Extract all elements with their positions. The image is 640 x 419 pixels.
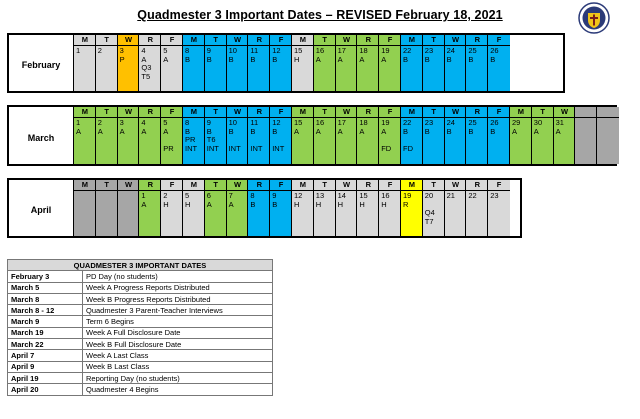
day-cell: 9 B (204, 45, 227, 91)
table-row (8, 316, 273, 327)
day-cell: 24 B (444, 45, 467, 91)
weekday-header: F (160, 35, 183, 45)
important-dates-table (7, 259, 273, 396)
day-cell: 10 B (226, 45, 249, 91)
day-cell: 17 A (335, 117, 358, 164)
weekday-header: R (465, 180, 488, 190)
march-calendar (7, 105, 617, 166)
table-row (8, 384, 273, 395)
weekday-header: W (117, 35, 140, 45)
weekday-header: R (247, 35, 270, 45)
day-cell: 31 A (553, 117, 576, 164)
weekday-header (574, 107, 597, 117)
weekday-header: W (444, 180, 467, 190)
day-cell: 20 Q4 T7 (422, 190, 445, 236)
weekday-header: T (204, 180, 227, 190)
day-cell: 23 (487, 190, 510, 236)
weekday-header: T (95, 180, 118, 190)
day-cell: 3 A (117, 117, 140, 164)
day-cell: 9 B (269, 190, 292, 236)
event-description: Week A Progress Reports Distributed (83, 282, 273, 293)
weekday-header: R (465, 107, 488, 117)
weekday-header: R (465, 35, 488, 45)
day-cell: 5 A PR (160, 117, 183, 164)
weekday-header: M (182, 180, 205, 190)
day-cell: 5 H (182, 190, 205, 236)
day-cell: 2 (95, 45, 118, 91)
weekday-header: T (422, 35, 445, 45)
event-description: Week A Full Disclosure Date (83, 327, 273, 338)
school-crest-icon (578, 2, 610, 34)
table-row (8, 271, 273, 282)
day-cell: 15 H (356, 190, 379, 236)
weekday-header: M (291, 35, 314, 45)
month-label: March (27, 133, 55, 143)
day-cell: 1 (73, 45, 96, 91)
weekday-header: T (204, 35, 227, 45)
day-cell: 17 A (335, 45, 358, 91)
weekday-header: M (73, 180, 96, 190)
weekday-header: M (400, 107, 423, 117)
february-calendar (7, 33, 565, 93)
month-label: February (21, 60, 61, 70)
weekday-header: R (356, 107, 379, 117)
weekday-header: F (269, 107, 292, 117)
weekday-header: T (422, 180, 445, 190)
table-row (8, 282, 273, 293)
event-description: PD Day (no students) (83, 271, 273, 282)
event-description: Week B Progress Reports Distributed (83, 293, 273, 304)
weekday-header: W (226, 180, 249, 190)
day-cell: 18 A (356, 117, 379, 164)
event-date: March 22 (8, 339, 83, 350)
weekday-header: W (226, 35, 249, 45)
event-description: Week B Last Class (83, 361, 273, 372)
day-cell: 24 B (444, 117, 467, 164)
day-cell: 1 A (138, 190, 161, 236)
weekday-header: F (269, 35, 292, 45)
weekday-header: F (269, 180, 292, 190)
weekday-header: W (117, 107, 140, 117)
event-date: April 9 (8, 361, 83, 372)
event-date: March 9 (8, 316, 83, 327)
weekday-header: M (400, 180, 423, 190)
day-cell (95, 190, 118, 236)
day-cell: 22 B (400, 45, 423, 91)
weekday-header: W (444, 107, 467, 117)
day-cell: 11 B INT (247, 117, 270, 164)
event-date: March 8 (8, 293, 83, 304)
weekday-header: F (487, 35, 510, 45)
day-cell: 25 B (465, 117, 488, 164)
weekday-header: F (378, 107, 401, 117)
weekday-header: M (291, 180, 314, 190)
weekday-header: R (138, 35, 161, 45)
table-heading: QUADMESTER 3 IMPORTANT DATES (8, 260, 273, 271)
event-description: Quadmester 4 Begins (83, 384, 273, 395)
weekday-header: F (378, 180, 401, 190)
day-cell: 14 H (335, 190, 358, 236)
day-cell: 23 B (422, 117, 445, 164)
day-cell: 8 B (182, 45, 205, 91)
weekday-header: T (422, 107, 445, 117)
day-cell (574, 117, 597, 164)
event-description: Week A Last Class (83, 350, 273, 361)
day-cell: 7 A (226, 190, 249, 236)
day-cell (596, 117, 619, 164)
event-date: March 5 (8, 282, 83, 293)
event-date: March 19 (8, 327, 83, 338)
day-cell: 19 A (378, 45, 401, 91)
april-calendar (7, 178, 522, 238)
weekday-header: R (138, 107, 161, 117)
weekday-header: W (117, 180, 140, 190)
table-row (8, 327, 273, 338)
weekday-header: T (95, 107, 118, 117)
weekday-header: M (73, 35, 96, 45)
table-row (8, 293, 273, 304)
weekday-header: F (487, 107, 510, 117)
day-cell: 26 B (487, 45, 510, 91)
day-cell: 19 R (400, 190, 423, 236)
weekday-header: R (356, 35, 379, 45)
weekday-header: T (313, 180, 336, 190)
event-description: Term 6 Begins (83, 316, 273, 327)
day-cell: 19 A FD (378, 117, 401, 164)
weekday-header: F (160, 107, 183, 117)
weekday-header: F (378, 35, 401, 45)
day-cell: 12 H (291, 190, 314, 236)
day-cell: 30 A (531, 117, 554, 164)
day-cell: 12 B INT (269, 117, 292, 164)
weekday-header: W (335, 180, 358, 190)
table-row (8, 361, 273, 372)
day-cell: 15 H (291, 45, 314, 91)
day-cell: 11 B (247, 45, 270, 91)
day-cell: 1 A (73, 117, 96, 164)
day-cell: 16 H (378, 190, 401, 236)
day-cell (73, 190, 96, 236)
day-cell: 22 B FD (400, 117, 423, 164)
weekday-header: R (356, 180, 379, 190)
event-date: April 19 (8, 372, 83, 383)
event-description: Quadmester 3 Parent-Teacher Interviews (83, 305, 273, 316)
weekday-header: M (400, 35, 423, 45)
table-row (8, 372, 273, 383)
day-cell: 2 A (95, 117, 118, 164)
weekday-header: M (73, 107, 96, 117)
month-label: April (30, 205, 52, 215)
weekday-header: T (313, 107, 336, 117)
day-cell: 8 B PR INT (182, 117, 205, 164)
weekday-header: M (182, 35, 205, 45)
day-cell: 9 B T6 INT (204, 117, 227, 164)
table-row (8, 339, 273, 350)
day-cell: 12 B (269, 45, 292, 91)
event-date: April 7 (8, 350, 83, 361)
day-cell: 23 B (422, 45, 445, 91)
day-cell: 22 (465, 190, 488, 236)
day-cell: 6 A (204, 190, 227, 236)
weekday-header: M (509, 107, 532, 117)
weekday-header: W (444, 35, 467, 45)
weekday-header: R (247, 180, 270, 190)
weekday-header: W (335, 35, 358, 45)
day-cell: 21 (444, 190, 467, 236)
day-cell: 10 B INT (226, 117, 249, 164)
weekday-header: R (138, 180, 161, 190)
page-title: Quadmester 3 Important Dates – REVISED February 18, 2021 (137, 8, 503, 22)
day-cell (117, 190, 140, 236)
day-cell: 3 P (117, 45, 140, 91)
day-cell: 16 A (313, 45, 336, 91)
day-cell: 25 B (465, 45, 488, 91)
day-cell: 16 A (313, 117, 336, 164)
weekday-header: T (95, 35, 118, 45)
weekday-header: W (553, 107, 576, 117)
day-cell: 15 A (291, 117, 314, 164)
weekday-header: R (247, 107, 270, 117)
event-description: Reporting Day (no students) (83, 372, 273, 383)
weekday-header: M (291, 107, 314, 117)
day-cell: 2 H (160, 190, 183, 236)
day-cell: 8 B (247, 190, 270, 236)
day-cell: 18 A (356, 45, 379, 91)
weekday-header (596, 107, 619, 117)
weekday-header: F (160, 180, 183, 190)
table-row (8, 305, 273, 316)
day-cell: 26 B (487, 117, 510, 164)
day-cell: 4 A (138, 117, 161, 164)
weekday-header: T (313, 35, 336, 45)
day-cell: 13 H (313, 190, 336, 236)
event-date: February 3 (8, 271, 83, 282)
day-cell: 5 A (160, 45, 183, 91)
weekday-header: W (335, 107, 358, 117)
weekday-header: T (531, 107, 554, 117)
event-description: Week B Full Disclosure Date (83, 339, 273, 350)
weekday-header: M (182, 107, 205, 117)
weekday-header: T (204, 107, 227, 117)
event-date: April 20 (8, 384, 83, 395)
weekday-header: W (226, 107, 249, 117)
weekday-header: F (487, 180, 510, 190)
table-row (8, 350, 273, 361)
event-date: March 8 - 12 (8, 305, 83, 316)
day-cell: 29 A (509, 117, 532, 164)
day-cell: 4 A Q3 T5 (138, 45, 161, 91)
